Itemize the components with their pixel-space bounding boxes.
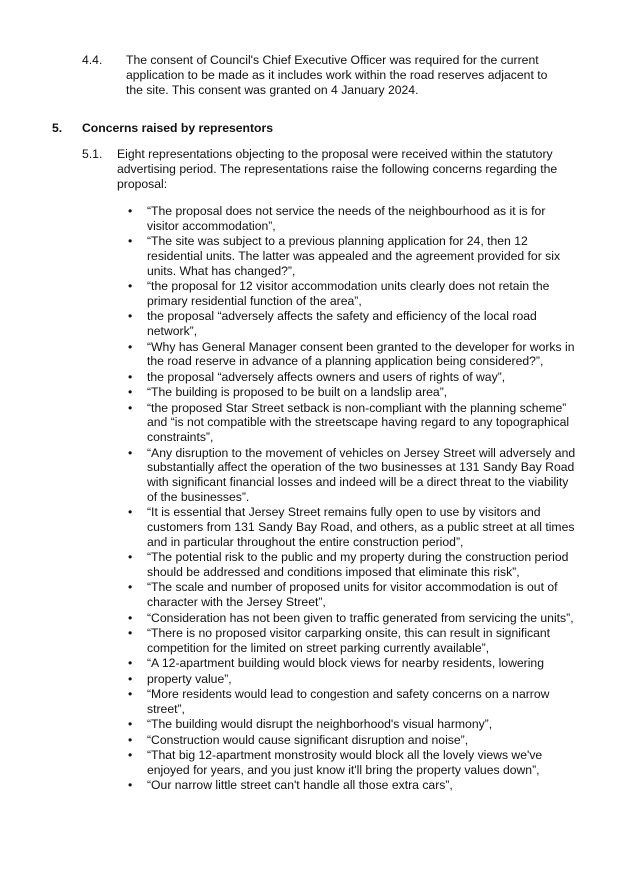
bullet-marker: •	[128, 610, 133, 625]
concern-list-item	[128, 687, 577, 717]
bullet-marker: •	[128, 204, 133, 218]
concern-list-item	[128, 339, 577, 370]
concern-list-item	[128, 550, 577, 580]
bullet-marker: •	[128, 626, 133, 641]
concern-list-item	[128, 778, 577, 793]
bullet-marker: •	[128, 234, 133, 249]
bullet-marker: •	[128, 550, 133, 565]
bullet-marker: •	[128, 309, 133, 324]
paragraph-text-4-4: The consent of Council's Chief Executive Officer was required for the current application to be made as it includes work within the road reserves adjacent to the site. This consent was granted on 4 January 2024.	[126, 53, 548, 97]
concern-text: “The potential risk to the public and my property during the construction period should be addressed and conditions imposed that eliminate this risk”,	[147, 550, 569, 580]
concerns-list	[128, 204, 577, 794]
concern-list-item	[128, 309, 577, 339]
bullet-marker: •	[128, 505, 133, 520]
bullet-marker: •	[128, 717, 133, 732]
concern-text: “the proposed Star Street setback is non-compliant with the planning scheme” and “is not compatible with the streetscape having regard to any topographical constraints”,	[147, 400, 570, 445]
concern-text: “Consideration has not been given to traffic generated from servicing the units”,	[147, 610, 574, 625]
bullet-marker: •	[128, 400, 133, 415]
concern-list-item	[128, 505, 577, 549]
concern-text: “That big 12-apartment monstrosity would block all the lovely views we've enjoyed for years, and you just know it'll bring the property values down”,	[147, 747, 543, 777]
concern-list-item	[128, 580, 577, 610]
concern-list-item	[128, 385, 577, 400]
concern-list-item	[128, 626, 577, 656]
concern-text: “The scale and number of proposed units for visitor accommodation is out of character with the Jersey Street”,	[147, 580, 558, 610]
paragraph-number-5-1: 5.1.	[82, 147, 103, 161]
concern-text: “the proposal for 12 visitor accommodation units clearly does not retain the primary residential function of the area”,	[147, 279, 550, 308]
concern-text: “The building would disrupt the neighborhood's visual harmony”,	[147, 717, 493, 732]
concern-text: “Construction would cause significant disruption and noise”,	[147, 732, 469, 747]
bullet-marker: •	[128, 385, 133, 400]
section-title: Concerns raised by representors	[82, 121, 274, 135]
bullet-marker: •	[128, 656, 133, 671]
concern-text: “The building is proposed to be built on a landslip area”,	[147, 385, 448, 400]
concern-list-item	[128, 732, 577, 748]
section-number-5: 5.	[52, 121, 63, 135]
concern-text: “Any disruption to the movement of vehicles on Jersey Street will adversely and substantially affect the operation of the two businesses at 131 Sandy Bay Road with significant financial losses and indeed will be a direct threat to the viability of the businesses”.	[147, 445, 576, 504]
concern-text: “Why has General Manager consent been granted to the developer for works in the road reserve in advance of a planning application being considered?”,	[147, 339, 575, 369]
bullet-marker: •	[128, 279, 133, 294]
concern-list-item	[128, 369, 577, 385]
bullet-marker: •	[128, 687, 133, 701]
concern-list-item	[128, 717, 577, 732]
bullet-marker: •	[128, 445, 133, 460]
bullet-marker: •	[128, 778, 133, 793]
concern-list-item	[128, 234, 577, 278]
concern-list-item	[128, 656, 577, 671]
bullet-marker: •	[128, 369, 133, 384]
concern-text: “The site was subject to a previous planning application for 24, then 12 residential units. The latter was appealed and the agreement provided for six units. What has changed?”,	[147, 234, 561, 278]
bullet-marker: •	[128, 671, 133, 686]
paragraph-number-4-4: 4.4.	[82, 53, 103, 67]
concern-list-item	[128, 747, 577, 778]
concern-text: the proposal “adversely affects owners and users of rights of way”,	[147, 369, 506, 384]
concern-text: property value”,	[147, 671, 232, 686]
concern-list-item	[128, 400, 577, 445]
paragraph-5-1	[82, 147, 582, 191]
section-5-heading	[52, 121, 552, 136]
concern-text: the proposal “adversely affects the safety and efficiency of the local road network”,	[147, 309, 537, 339]
concern-text: “It is essential that Jersey Street remains fully open to use by visitors and customers from 131 Sandy Bay Road, and others, as a public street at all times and in particular throughout the entire construction period”,	[147, 505, 575, 549]
concern-list-item	[128, 445, 577, 505]
concern-text: “A 12-apartment building would block views for nearby residents, lowering	[147, 656, 544, 671]
bullet-marker: •	[128, 732, 133, 747]
bullet-marker: •	[128, 339, 133, 354]
concern-list-item	[128, 204, 577, 234]
concern-list-item	[128, 610, 577, 626]
concern-list-item	[128, 671, 577, 687]
concern-text: “There is no proposed visitor carparking onsite, this can result in significant competition for the limited on street parking currently available”,	[147, 626, 551, 655]
concern-list-item	[128, 279, 577, 309]
paragraph-4-4	[82, 53, 572, 97]
paragraph-text-5-1: Eight representations objecting to the proposal were received within the statutory advertising period. The representations raise the following concerns regarding the proposal:	[117, 147, 558, 191]
concern-text: “The proposal does not service the needs of the neighbourhood as it is for visitor accommodation”,	[147, 204, 546, 233]
bullet-marker: •	[128, 747, 133, 762]
concern-text: “Our narrow little street can't handle all those extra cars”,	[147, 778, 453, 793]
bullet-marker: •	[128, 580, 133, 595]
concern-text: “More residents would lead to congestion and safety concerns on a narrow street”,	[147, 687, 550, 716]
